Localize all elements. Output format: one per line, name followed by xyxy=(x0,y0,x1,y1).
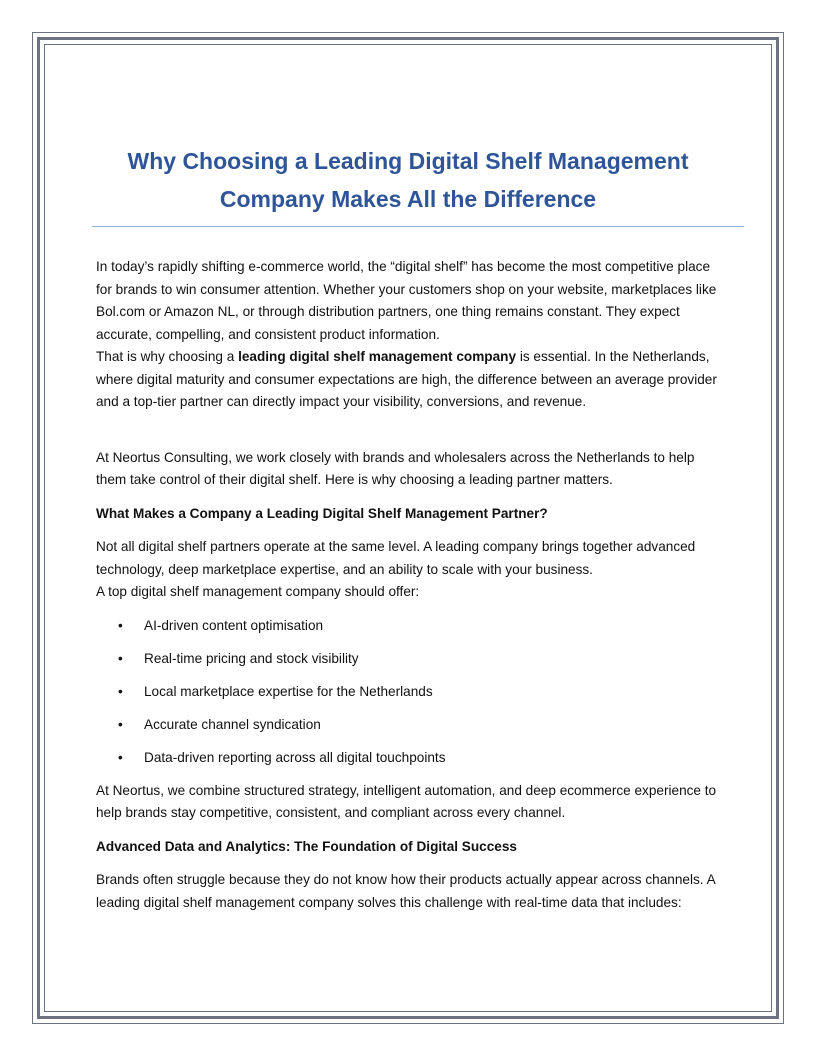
page-title xyxy=(96,142,720,218)
spacer xyxy=(96,825,726,836)
intro-paragraph-2-bold: leading digital shelf management company xyxy=(238,349,517,364)
bullet-icon: • xyxy=(118,749,123,765)
spacer xyxy=(96,858,726,869)
spacer xyxy=(96,492,726,503)
list-item-text: Local marketplace expertise for the Netherlands xyxy=(144,683,433,699)
list-item-text: Data-driven reporting across all digital touchpoints xyxy=(144,749,446,765)
document-body xyxy=(96,256,726,914)
section-heading-data-analytics: Advanced Data and Analytics: The Foundation of Digital Success xyxy=(96,838,517,854)
section1-paragraph-1: Not all digital shelf partners operate at the same level. A leading company brings together advanced technology, deep marketplace expertise, and an ability to scale with your business. xyxy=(96,539,696,577)
section1-paragraph-3: At Neortus, we combine structured strategy, intelligent automation, and deep ecommerce experience to help brands stay competitive, consistent, and compliant across every channel. xyxy=(96,782,717,821)
intro-paragraph-1: In today’s rapidly shifting e-commerce world, the “digital shelf” has become the most competitive place for brands to win consumer attention. Whether your customers shop on your website, marketplaces like Bol.com or Amazon NL, or through distribution partners, one thing remains constant. They expect accurate, compelling, and consistent product information. xyxy=(96,259,717,342)
list-item-text: Accurate channel syndication xyxy=(144,716,321,732)
list-item xyxy=(118,747,726,770)
page-title-line-2: Company Makes All the Difference xyxy=(219,186,597,212)
section1-paragraph-2: A top digital shelf management company should offer: xyxy=(96,584,420,599)
bullet-icon: • xyxy=(118,650,123,666)
intro-paragraph-2-text-b: is essential. In the Netherlands, where digital maturity and consumer expectations are high, the difference between an average provider and a top-tier partner can directly impact your visibility, conversions, and revenue. xyxy=(96,349,717,409)
page-title-line-1: Why Choosing a Leading Digital Shelf Management xyxy=(127,148,689,174)
spacer xyxy=(96,604,726,615)
intro-paragraph-2-text-a: That is why choosing a xyxy=(96,349,239,364)
offer-list xyxy=(96,615,726,770)
intro-paragraph-3: At Neortus Consulting, we work closely with brands and wholesalers across the Netherlands to help them take control of their digital shelf. Here is why choosing a leading partner matters. xyxy=(96,449,695,487)
list-item-text: Real-time pricing and stock visibility xyxy=(144,650,359,666)
section-heading-leading-partner: What Makes a Company a Leading Digital Shelf Management Partner? xyxy=(96,505,548,521)
list-item xyxy=(118,615,726,638)
list-item-text: AI-driven content optimisation xyxy=(144,617,324,633)
list-item xyxy=(118,681,726,704)
spacer xyxy=(96,525,726,536)
bullet-icon: • xyxy=(118,716,123,732)
section2-paragraph-1: Brands often struggle because they do not know how their products actually appear across channels. A leading digital shelf management company solves this challenge with real-time data that includes: xyxy=(96,872,715,910)
title-divider xyxy=(92,226,744,227)
list-item xyxy=(118,714,726,737)
spacer xyxy=(96,414,726,447)
intro-paragraph-2 xyxy=(96,346,726,414)
list-item xyxy=(118,648,726,671)
bullet-icon: • xyxy=(118,617,123,633)
bullet-icon: • xyxy=(118,683,123,699)
